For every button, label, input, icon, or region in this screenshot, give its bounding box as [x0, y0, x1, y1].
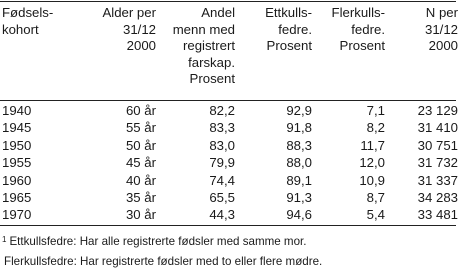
top-rule [0, 1, 456, 2]
multi-cell: 7,1 [366, 103, 385, 118]
n-cell: 34 283 [417, 190, 458, 206]
header-age-line: Alder per [102, 5, 156, 20]
table-row [0, 119, 458, 136]
header-multi-line: Prosent [339, 38, 385, 54]
header-n-line: N per [425, 5, 458, 20]
multi-cell: 8,7 [366, 190, 385, 206]
table-row [0, 206, 458, 223]
header-share-line: Andel [201, 5, 235, 20]
cohort-cell: 1960 [2, 172, 32, 188]
footnote-multi-fathers [4, 254, 322, 269]
header-single-line: fedre. [278, 21, 312, 37]
single-cell: 92,9 [286, 103, 312, 118]
table-row [0, 172, 458, 189]
cohort-cell: 1940 [2, 103, 32, 118]
multi-cell: 8,2 [366, 120, 385, 136]
single-cell: 91,3 [286, 190, 312, 206]
table-row [0, 137, 458, 154]
header-share-registered [156, 5, 235, 88]
share-cell: 83,0 [209, 137, 235, 153]
header-single-line: Prosent [266, 38, 312, 54]
single-cell: 88,0 [286, 155, 312, 171]
age-cell: 60 år [125, 103, 156, 118]
header-share-line: menn med [172, 21, 235, 37]
share-cell: 44,3 [209, 207, 235, 223]
header-share-line: registrert [182, 38, 235, 54]
age-cell: 35 år [125, 190, 156, 206]
footnote-text: Flerkullsfedre: Har registrerte fødsler med to eller flere mødre. [4, 255, 323, 268]
header-age [72, 5, 156, 88]
age-cell: 45 år [125, 155, 156, 171]
header-n-line: 31/12 [424, 21, 458, 37]
share-cell: 83,3 [209, 120, 235, 136]
bottom-rule [0, 225, 456, 226]
single-cell: 88,3 [286, 137, 312, 153]
header-multi-line: Flerkulls- [331, 5, 385, 20]
age-cell: 40 år [125, 172, 156, 188]
header-age-line: 31/12 [122, 21, 156, 37]
age-cell: 50 år [125, 137, 156, 153]
footnote-text: Ettkullsfedre: Har alle registrerte fødsler med samme mor. [9, 235, 307, 248]
header-cohort [0, 5, 72, 88]
cohort-cell: 1965 [2, 190, 32, 206]
age-cell: 55 år [125, 120, 156, 136]
header-n [385, 5, 458, 88]
single-cell: 89,1 [286, 172, 312, 188]
n-cell: 31 732 [417, 155, 458, 171]
header-multi-family-fathers [312, 5, 385, 88]
table-row [0, 102, 458, 119]
header-share-line: farskap. [188, 54, 235, 70]
multi-cell: 12,0 [359, 155, 385, 171]
n-cell: 31 337 [417, 172, 458, 188]
footnote-marker: 1 [2, 235, 7, 244]
table-row [0, 154, 458, 171]
header-share-line: Prosent [189, 71, 235, 87]
table-row [0, 189, 458, 206]
table-header [0, 5, 458, 88]
share-cell: 79,9 [209, 155, 235, 171]
header-single-line: Ettkulls- [265, 5, 312, 20]
n-cell: 30 751 [417, 137, 458, 153]
header-age-line: 2000 [126, 38, 156, 54]
multi-cell: 10,9 [359, 172, 385, 188]
table-body [0, 102, 458, 224]
header-n-line: 2000 [428, 38, 458, 54]
n-cell: 31 410 [417, 120, 458, 136]
share-cell: 74,4 [209, 172, 235, 188]
cohort-cell: 1950 [2, 137, 32, 153]
header-cohort-line: Fødsels- [2, 5, 54, 20]
single-cell: 94,6 [286, 207, 312, 223]
single-cell: 91,8 [286, 120, 312, 136]
header-multi-line: fedre. [351, 21, 385, 37]
n-cell: 33 481 [417, 207, 458, 223]
share-cell: 65,5 [209, 190, 235, 206]
header-single-family-fathers [235, 5, 312, 88]
header-cohort-line: kohort [2, 21, 39, 37]
cohort-cell: 1945 [2, 120, 32, 136]
cohort-cell: 1955 [2, 155, 32, 171]
header-rule [0, 100, 456, 101]
footnote-single-fathers [2, 234, 306, 249]
cohort-cell: 1970 [2, 207, 32, 223]
share-cell: 82,2 [209, 103, 235, 118]
n-cell: 23 129 [417, 103, 458, 118]
multi-cell: 11,7 [360, 137, 385, 153]
multi-cell: 5,4 [366, 207, 385, 223]
age-cell: 30 år [125, 207, 156, 223]
